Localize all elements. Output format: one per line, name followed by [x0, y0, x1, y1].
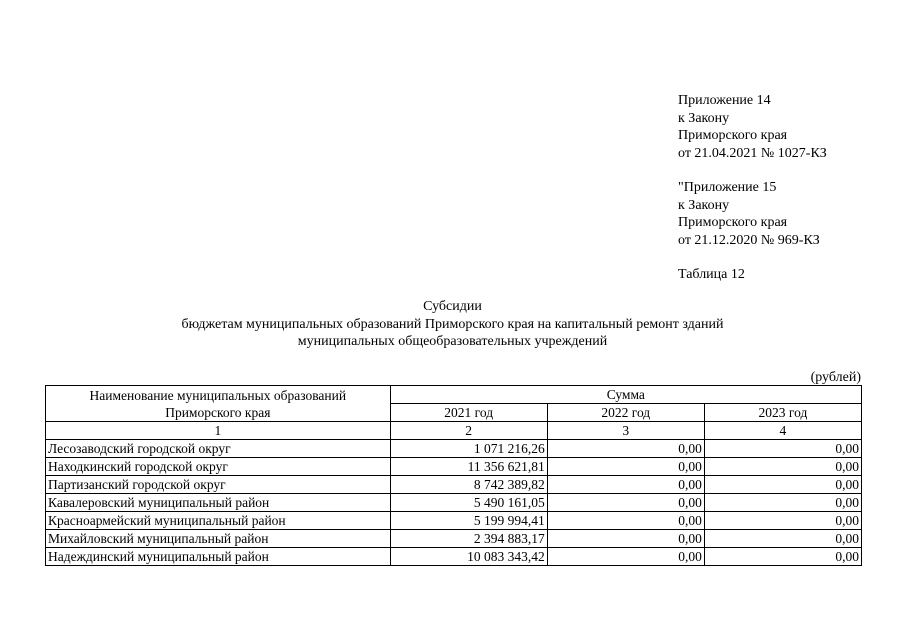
amount-2021: 8 742 389,82: [390, 476, 547, 494]
amount-2021: 1 071 216,26: [390, 440, 547, 458]
table-row: [46, 512, 862, 530]
title-line-2: бюджетам муниципальных образований Приморского края на капитальный ремонт зданий: [181, 316, 724, 332]
municipality-name: Надеждинский муниципальный район: [46, 548, 391, 566]
amount-2022: 0,00: [547, 440, 704, 458]
header-sum-cell: Сумма: [390, 386, 861, 404]
municipality-name: Находкинский городской округ: [46, 458, 391, 476]
header-name-line-1: Наименование муниципальных образований: [89, 387, 347, 403]
header-row: [46, 386, 862, 404]
table-row: [46, 530, 862, 548]
subsidies-table: [45, 385, 862, 566]
municipality-name: Михайловский муниципальный район: [46, 530, 391, 548]
amount-2022: 0,00: [547, 530, 704, 548]
amount-2022: 0,00: [547, 476, 704, 494]
column-numbers-row: [46, 422, 862, 440]
table-number: Таблица 12: [678, 267, 745, 282]
amount-2022: 0,00: [547, 512, 704, 530]
appendix-block-current: [678, 92, 827, 162]
amount-2023: 0,00: [704, 548, 861, 566]
column-number: 4: [704, 422, 861, 440]
table-row: [46, 440, 862, 458]
appendix-line: к Закону: [678, 197, 730, 213]
municipality-name: Красноармейский муниципальный район: [46, 512, 391, 530]
municipality-name: Партизанский городской округ: [46, 476, 391, 494]
amount-2023: 0,00: [704, 512, 861, 530]
amount-2021: 10 083 343,42: [390, 548, 547, 566]
column-number: 1: [46, 422, 391, 440]
header-name-cell: [46, 386, 391, 422]
amount-2023: 0,00: [704, 458, 861, 476]
amount-2023: 0,00: [704, 440, 861, 458]
appendix-line: "Приложение 15: [678, 180, 777, 195]
appendix-line: Приморского края: [678, 215, 788, 230]
appendix-line: к Закону: [678, 110, 730, 126]
title-line-1: Субсидии: [423, 299, 482, 314]
header-year-2021: 2021 год: [390, 404, 547, 422]
appendix-line: от 21.12.2020 № 969-КЗ: [678, 232, 820, 248]
appendix-line: от 21.04.2021 № 1027-КЗ: [678, 145, 827, 161]
amount-2023: 0,00: [704, 494, 861, 512]
amount-2021: 2 394 883,17: [390, 530, 547, 548]
amount-2021: 5 490 161,05: [390, 494, 547, 512]
appendix-line: Приморского края: [678, 128, 788, 143]
column-number: 2: [390, 422, 547, 440]
appendix-block-amended: [678, 179, 827, 249]
amount-2023: 0,00: [704, 476, 861, 494]
units-label: (рублей): [810, 370, 861, 385]
document-title: [0, 298, 905, 351]
title-line-3: муниципальных общеобразовательных учреждений: [297, 334, 608, 349]
table-row: [46, 494, 862, 512]
amount-2023: 0,00: [704, 530, 861, 548]
amount-2022: 0,00: [547, 494, 704, 512]
appendix-line: Приложение 14: [678, 93, 771, 108]
table-row: [46, 548, 862, 566]
municipality-name: Лесозаводский городской округ: [46, 440, 391, 458]
amount-2022: 0,00: [547, 548, 704, 566]
municipality-name: Кавалеровский муниципальный район: [46, 494, 391, 512]
header-name-line-2: Приморского края: [165, 404, 271, 420]
amount-2021: 11 356 621,81: [390, 458, 547, 476]
amount-2022: 0,00: [547, 458, 704, 476]
header-year-2022: 2022 год: [547, 404, 704, 422]
amount-2021: 5 199 994,41: [390, 512, 547, 530]
table-row: [46, 476, 862, 494]
appendix-header: [678, 92, 827, 284]
column-number: 3: [547, 422, 704, 440]
table-row: [46, 458, 862, 476]
header-year-2023: 2023 год: [704, 404, 861, 422]
